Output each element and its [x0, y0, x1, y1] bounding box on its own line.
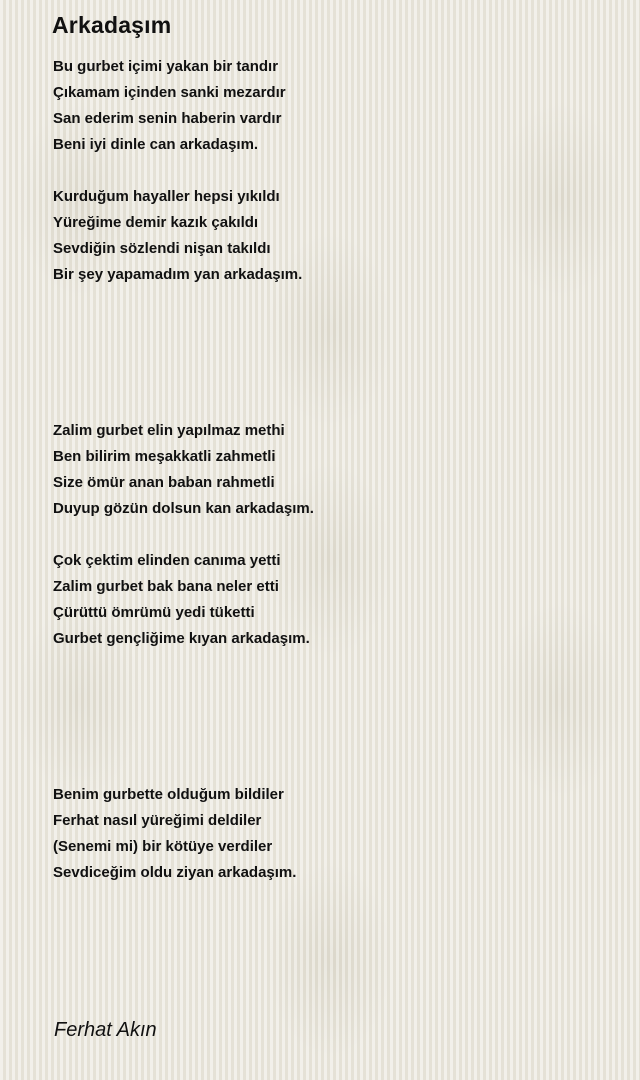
poem-line: Bu gurbet içimi yakan bir tandır: [53, 58, 279, 75]
poem-title: Arkadaşım: [52, 12, 172, 38]
poem-line: Sevdiğin sözlendi nişan takıldı: [53, 240, 271, 257]
poem-line: Ferhat nasıl yüreğimi deldiler: [53, 812, 262, 829]
poem-line: Gurbet gençliğime kıyan arkadaşım.: [53, 630, 310, 647]
stanza: [53, 54, 613, 158]
stanza: [53, 418, 613, 522]
author-name: Ferhat Akın: [54, 1019, 157, 1041]
stanza: [53, 548, 613, 652]
poem-line: (Senemi mi) bir kötüye verdiler: [53, 838, 273, 855]
poem-line: Benim gurbette olduğum bildiler: [53, 786, 284, 803]
stanza-gap: [53, 288, 613, 418]
stanza: [53, 782, 613, 886]
stanza-gap: [53, 158, 613, 184]
poem-line: Beni iyi dinle can arkadaşım.: [53, 136, 259, 153]
stanza-gap: [53, 522, 613, 548]
poem-line: Çıkamam içinden sanki mezardır: [53, 84, 286, 101]
poem-line: Ben bilirim meşakkatli zahmetli: [53, 448, 276, 465]
poem-line: Sevdiceğim oldu ziyan arkadaşım.: [53, 864, 297, 881]
poem-line: Bir şey yapamadım yan arkadaşım.: [53, 266, 303, 283]
poem-line: Size ömür anan baban rahmetli: [53, 474, 275, 491]
poem-line: San ederim senin haberin vardır: [53, 110, 282, 127]
poem-line: Çok çektim elinden canıma yetti: [53, 552, 281, 569]
poem-body: [53, 54, 613, 886]
poem-line: Yüreğime demir kazık çakıldı: [53, 214, 259, 231]
poem-line: Çürüttü ömrümü yedi tüketti: [53, 604, 255, 621]
poem-line: Duyup gözün dolsun kan arkadaşım.: [53, 500, 314, 517]
poem-line: Kurduğum hayaller hepsi yıkıldı: [53, 188, 280, 205]
poem-line: Zalim gurbet elin yapılmaz methi: [53, 422, 285, 439]
stanza-gap: [53, 652, 613, 782]
poem-line: Zalim gurbet bak bana neler etti: [53, 578, 279, 595]
stanza: [53, 184, 613, 288]
